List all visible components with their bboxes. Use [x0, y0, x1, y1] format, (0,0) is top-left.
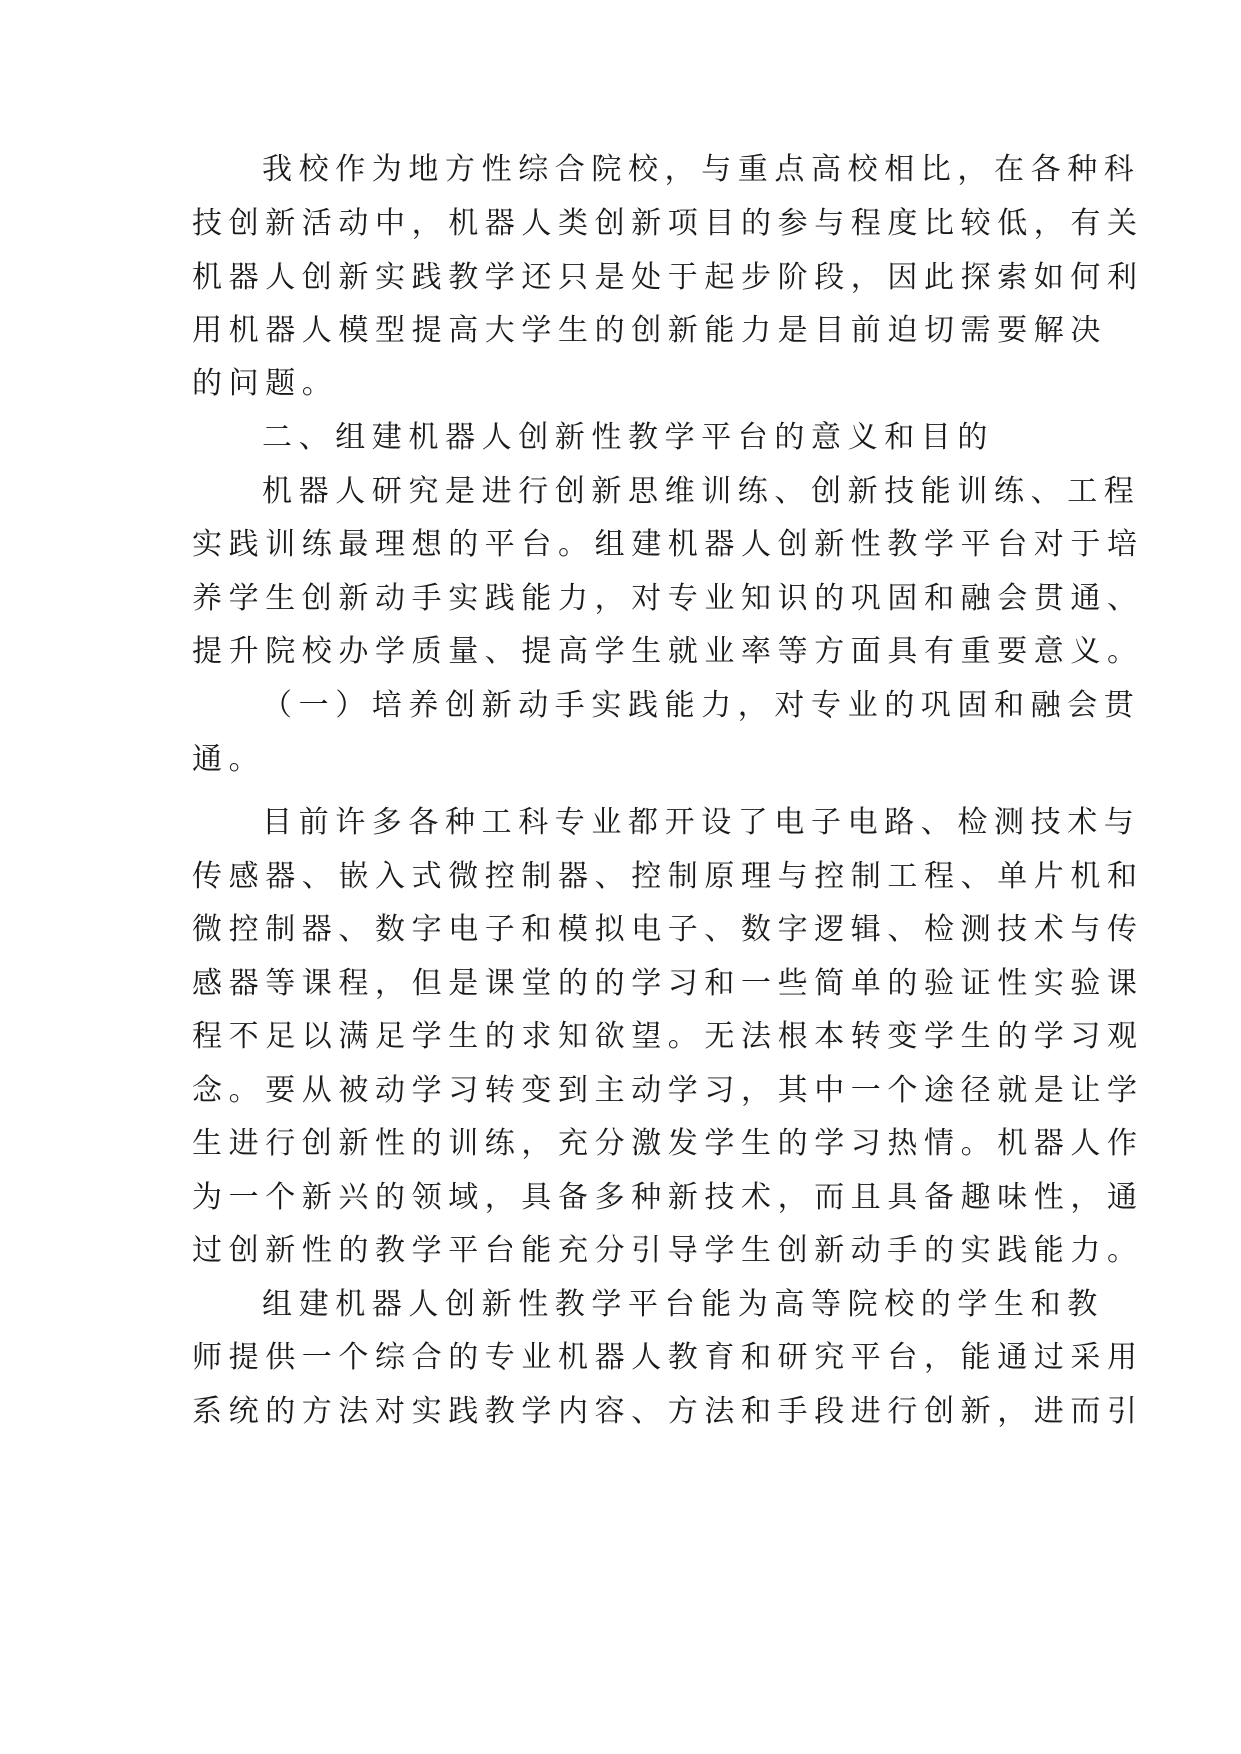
- subsection-heading-continuation: 通。: [192, 742, 266, 777]
- text-line: 师提供一个综合的专业机器人教育和研究平台，能通过采用: [192, 1340, 1144, 1375]
- text-line: 的问题。: [192, 366, 339, 401]
- text-line: 微控制器、数字电子和模拟电子、数字逻辑、检测技术与传: [192, 912, 1144, 947]
- text-line: 感器等课程，但是课堂的的学习和一些简单的验证性实验课: [192, 966, 1144, 1001]
- section-heading: 二、组建机器人创新性教学平台的意义和目的: [262, 420, 994, 455]
- text-line: 组建机器人创新性教学平台能为高等院校的学生和教: [262, 1287, 1104, 1322]
- text-line: 用机器人模型提高大学生的创新能力是目前迫切需要解决: [192, 313, 1107, 348]
- text-line: 系统的方法对实践教学内容、方法和手段进行创新，进而引: [192, 1394, 1144, 1429]
- text-line: 程不足以满足学生的求知欲望。无法根本转变学生的学习观: [192, 1019, 1144, 1054]
- text-line: 提升院校办学质量、提高学生就业率等方面具有重要意义。: [192, 634, 1144, 669]
- text-line: 机器人研究是进行创新思维训练、创新技能训练、工程: [262, 474, 1141, 509]
- text-line: 念。要从被动学习转变到主动学习，其中一个途径就是让学: [192, 1073, 1144, 1108]
- text-line: 目前许多各种工科专业都开设了电子电路、检测技术与: [262, 805, 1141, 840]
- text-line: 我校作为地方性综合院校，与重点高校相比，在各种科: [262, 152, 1141, 187]
- text-line: 养学生创新动手实践能力，对专业知识的巩固和融会贯通、: [192, 581, 1144, 616]
- text-line: 生进行创新性的训练，充分激发学生的学习热情。机器人作: [192, 1126, 1144, 1161]
- text-line: 实践训练最理想的平台。组建机器人创新性教学平台对于培: [192, 527, 1144, 562]
- text-line: 传感器、嵌入式微控制器、控制原理与控制工程、单片机和: [192, 859, 1144, 894]
- subsection-heading: （一）培养创新动手实践能力，对专业的巩固和融会贯: [262, 688, 1141, 723]
- text-line: 机器人创新实践教学还只是处于起步阶段，因此探索如何利: [192, 260, 1144, 295]
- text-line: 过创新性的教学平台能充分引导学生创新动手的实践能力。: [192, 1233, 1144, 1268]
- text-line: 技创新活动中，机器人类创新项目的参与程度比较低，有关: [192, 206, 1144, 241]
- text-line: 为一个新兴的领域，具备多种新技术，而且具备趣味性，通: [192, 1180, 1144, 1215]
